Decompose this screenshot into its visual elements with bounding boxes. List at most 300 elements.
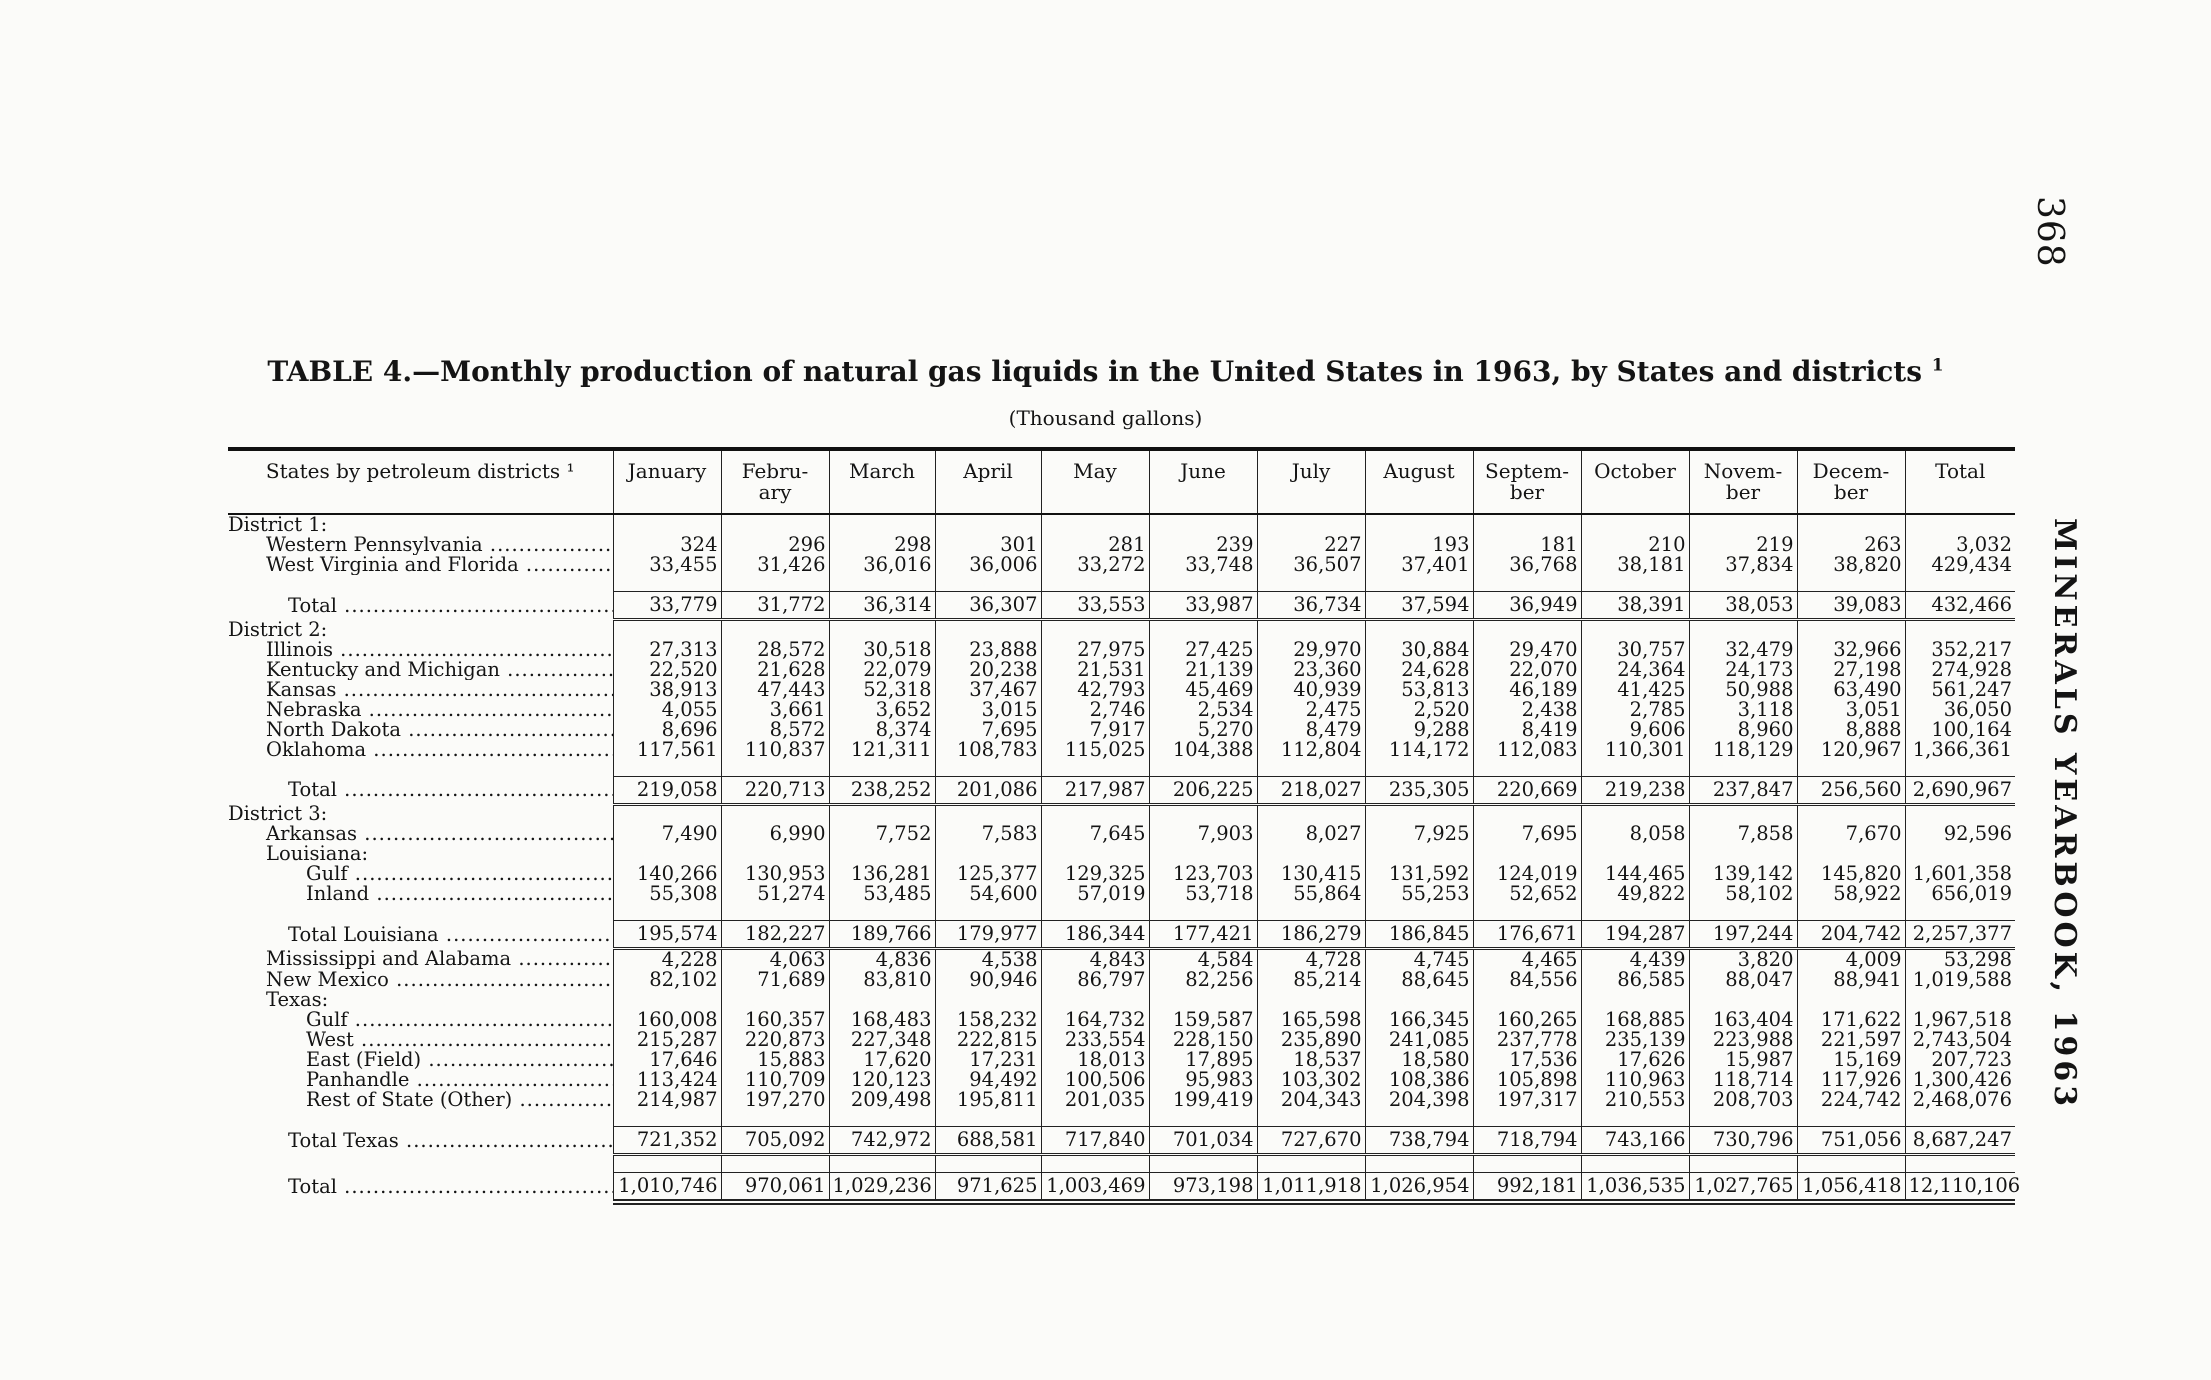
value-cell: 4,055 <box>613 700 721 720</box>
value-cell: 9,606 <box>1581 720 1689 740</box>
value-cell: 108,783 <box>935 740 1041 760</box>
value-cell: 186,344 <box>1041 921 1149 949</box>
value-cell: 4,465 <box>1473 949 1581 971</box>
table-row <box>228 1090 2015 1110</box>
value-cell: 24,364 <box>1581 660 1689 680</box>
spacer-cell <box>1257 1155 1365 1173</box>
value-cell <box>1149 990 1257 1010</box>
value-cell <box>1041 844 1149 864</box>
value-cell: 235,890 <box>1257 1030 1365 1050</box>
value-cell: 120,123 <box>829 1070 935 1090</box>
value-cell <box>1041 620 1149 640</box>
value-cell: 197,244 <box>1689 921 1797 949</box>
value-cell: 124,019 <box>1473 864 1581 884</box>
value-cell: 718,794 <box>1473 1127 1581 1155</box>
value-cell <box>1473 620 1581 640</box>
row-label <box>228 680 613 700</box>
spacer-cell <box>1905 1155 2015 1173</box>
value-cell: 51,274 <box>721 884 829 904</box>
value-cell: 201,035 <box>1041 1090 1149 1110</box>
value-cell: 30,884 <box>1365 640 1473 660</box>
spacer-cell <box>935 1155 1041 1173</box>
value-cell <box>721 620 829 640</box>
value-cell: 2,785 <box>1581 700 1689 720</box>
value-cell: 23,888 <box>935 640 1041 660</box>
value-cell: 86,585 <box>1581 970 1689 990</box>
spacer-cell <box>1257 1110 1365 1127</box>
spacer-cell <box>1689 904 1797 921</box>
value-cell: 130,415 <box>1257 864 1365 884</box>
value-cell: 136,281 <box>829 864 935 884</box>
value-cell: 100,164 <box>1905 720 2015 740</box>
value-cell: 7,752 <box>829 824 935 844</box>
value-cell: 235,139 <box>1581 1030 1689 1050</box>
spacer-cell <box>935 1110 1041 1127</box>
value-cell: 33,748 <box>1149 555 1257 575</box>
value-cell: 104,388 <box>1149 740 1257 760</box>
value-cell: 743,166 <box>1581 1127 1689 1155</box>
value-cell: 38,820 <box>1797 555 1905 575</box>
table-row <box>228 720 2015 740</box>
value-cell: 32,966 <box>1797 640 1905 660</box>
value-cell: 209,498 <box>829 1090 935 1110</box>
value-cell: 1,056,418 <box>1797 1173 1905 1203</box>
value-cell: 219,058 <box>613 776 721 804</box>
value-cell: 224,742 <box>1797 1090 1905 1110</box>
table-row <box>228 1010 2015 1030</box>
table-row <box>228 700 2015 720</box>
table-row <box>228 1050 2015 1070</box>
value-cell: 970,061 <box>721 1173 829 1203</box>
value-cell: 220,713 <box>721 776 829 804</box>
value-cell: 2,743,504 <box>1905 1030 2015 1050</box>
value-cell <box>1797 620 1905 640</box>
value-cell: 8,419 <box>1473 720 1581 740</box>
spacer-cell <box>1905 904 2015 921</box>
value-cell: 113,424 <box>613 1070 721 1090</box>
value-cell <box>1689 844 1797 864</box>
value-cell: 94,492 <box>935 1070 1041 1090</box>
value-cell <box>1689 620 1797 640</box>
value-cell <box>829 514 935 535</box>
spacer-cell <box>613 904 721 921</box>
value-cell: 24,628 <box>1365 660 1473 680</box>
value-cell: 8,888 <box>1797 720 1905 740</box>
value-cell: 992,181 <box>1473 1173 1581 1203</box>
value-cell: 115,025 <box>1041 740 1149 760</box>
value-cell: 82,102 <box>613 970 721 990</box>
value-cell: 1,019,588 <box>1905 970 2015 990</box>
value-cell <box>1473 804 1581 824</box>
value-cell: 160,008 <box>613 1010 721 1030</box>
spacer-cell <box>1797 760 1905 777</box>
value-cell: 36,507 <box>1257 555 1365 575</box>
value-cell: 220,669 <box>1473 776 1581 804</box>
row-label <box>228 592 613 620</box>
column-header: Septem- ber <box>1473 449 1581 514</box>
value-cell: 217,987 <box>1041 776 1149 804</box>
column-header: June <box>1149 449 1257 514</box>
value-cell: 7,583 <box>935 824 1041 844</box>
value-cell <box>1149 514 1257 535</box>
value-cell <box>613 804 721 824</box>
row-label <box>228 1173 613 1203</box>
value-cell: 971,625 <box>935 1173 1041 1203</box>
value-cell: 3,820 <box>1689 949 1797 971</box>
spacer-row <box>228 1110 2015 1127</box>
value-cell: 352,217 <box>1905 640 2015 660</box>
spacer-cell <box>613 1155 721 1173</box>
value-cell <box>1041 804 1149 824</box>
value-cell: 92,596 <box>1905 824 2015 844</box>
table-row <box>228 1070 2015 1090</box>
value-cell: 2,468,076 <box>1905 1090 2015 1110</box>
value-cell: 17,620 <box>829 1050 935 1070</box>
value-cell: 88,941 <box>1797 970 1905 990</box>
value-cell: 33,779 <box>613 592 721 620</box>
value-cell: 112,083 <box>1473 740 1581 760</box>
value-cell: 7,925 <box>1365 824 1473 844</box>
value-cell: 27,975 <box>1041 640 1149 660</box>
row-label-text: Inland ..... <box>306 884 613 904</box>
row-label <box>228 700 613 720</box>
value-cell: 218,027 <box>1257 776 1365 804</box>
value-cell: 3,051 <box>1797 700 1905 720</box>
value-cell: 4,009 <box>1797 949 1905 971</box>
row-label-text: Mississippi and Alabama ..... <box>266 949 613 971</box>
spacer-cell <box>228 575 613 592</box>
value-cell <box>829 620 935 640</box>
spacer-cell <box>1365 904 1473 921</box>
value-cell: 46,189 <box>1473 680 1581 700</box>
value-cell: 38,913 <box>613 680 721 700</box>
row-label <box>228 824 613 844</box>
spacer-row <box>228 1155 2015 1173</box>
value-cell: 30,518 <box>829 640 935 660</box>
value-cell: 7,645 <box>1041 824 1149 844</box>
value-cell: 17,895 <box>1149 1050 1257 1070</box>
value-cell: 15,883 <box>721 1050 829 1070</box>
spacer-cell <box>1041 1110 1149 1127</box>
value-cell: 140,266 <box>613 864 721 884</box>
value-cell <box>1689 804 1797 824</box>
value-cell: 58,102 <box>1689 884 1797 904</box>
spacer-cell <box>1041 575 1149 592</box>
value-cell: 4,439 <box>1581 949 1689 971</box>
value-cell: 112,804 <box>1257 740 1365 760</box>
total-row <box>228 1173 2015 1203</box>
value-cell: 33,455 <box>613 555 721 575</box>
value-cell: 2,438 <box>1473 700 1581 720</box>
value-cell: 49,822 <box>1581 884 1689 904</box>
value-cell: 22,079 <box>829 660 935 680</box>
value-cell: 53,718 <box>1149 884 1257 904</box>
value-cell <box>1257 990 1365 1010</box>
value-cell: 37,401 <box>1365 555 1473 575</box>
value-cell: 82,256 <box>1149 970 1257 990</box>
value-cell: 432,466 <box>1905 592 2015 620</box>
value-cell <box>1365 804 1473 824</box>
value-cell: 8,696 <box>613 720 721 740</box>
row-label-text: District 1: <box>228 514 328 535</box>
row-label-text: Gulf ..... <box>306 864 613 884</box>
table-row <box>228 740 2015 760</box>
spacer-cell <box>1581 1155 1689 1173</box>
value-cell: 238,252 <box>829 776 935 804</box>
table-units: (Thousand gallons) <box>1008 406 1203 430</box>
value-cell: 197,270 <box>721 1090 829 1110</box>
value-cell: 33,272 <box>1041 555 1149 575</box>
table-row <box>228 864 2015 884</box>
value-cell: 1,027,765 <box>1689 1173 1797 1203</box>
value-cell: 206,225 <box>1149 776 1257 804</box>
row-label <box>228 740 613 760</box>
column-header: January <box>613 449 721 514</box>
value-cell: 88,645 <box>1365 970 1473 990</box>
value-cell: 207,723 <box>1905 1050 2015 1070</box>
value-cell: 30,757 <box>1581 640 1689 660</box>
row-label <box>228 1090 613 1110</box>
value-cell <box>829 844 935 864</box>
value-cell: 256,560 <box>1797 776 1905 804</box>
row-label-text: Kentucky and Michigan ..... <box>266 660 613 680</box>
spacer-cell <box>1797 575 1905 592</box>
spacer-cell <box>721 1110 829 1127</box>
table-row <box>228 824 2015 844</box>
value-cell: 58,922 <box>1797 884 1905 904</box>
table-title <box>0 355 2211 388</box>
table-row <box>228 1030 2015 1050</box>
value-cell: 194,287 <box>1581 921 1689 949</box>
spacer-row <box>228 904 2015 921</box>
spacer-cell <box>1689 760 1797 777</box>
spacer-cell <box>1473 1110 1581 1127</box>
row-label <box>228 720 613 740</box>
title-footnote: 1 <box>1931 355 1944 376</box>
spacer-cell <box>721 760 829 777</box>
value-cell: 4,843 <box>1041 949 1149 971</box>
spacer-cell <box>1149 904 1257 921</box>
value-cell <box>935 844 1041 864</box>
row-label-text: West Virginia and Florida ..... <box>266 555 613 575</box>
value-cell: 233,554 <box>1041 1030 1149 1050</box>
value-cell: 55,864 <box>1257 884 1365 904</box>
spacer-cell <box>228 1155 613 1173</box>
spacer-cell <box>1581 904 1689 921</box>
value-cell <box>1905 514 2015 535</box>
spacer-cell <box>1149 760 1257 777</box>
row-label-text: West ..... <box>306 1030 613 1050</box>
value-cell: 163,404 <box>1689 1010 1797 1030</box>
row-label-text: East (Field) ..... <box>306 1050 613 1070</box>
value-cell: 36,050 <box>1905 700 2015 720</box>
value-cell <box>1473 514 1581 535</box>
value-cell: 84,556 <box>1473 970 1581 990</box>
spacer-cell <box>1797 904 1905 921</box>
spacer-cell <box>613 1110 721 1127</box>
value-cell: 751,056 <box>1797 1127 1905 1155</box>
value-cell: 158,232 <box>935 1010 1041 1030</box>
value-cell: 21,531 <box>1041 660 1149 680</box>
value-cell: 36,949 <box>1473 592 1581 620</box>
value-cell: 2,257,377 <box>1905 921 2015 949</box>
value-cell: 221,597 <box>1797 1030 1905 1050</box>
value-cell: 71,689 <box>721 970 829 990</box>
value-cell <box>721 990 829 1010</box>
value-cell: 17,646 <box>613 1050 721 1070</box>
value-cell: 721,352 <box>613 1127 721 1155</box>
spacer-cell <box>1689 575 1797 592</box>
spacer-cell <box>228 760 613 777</box>
value-cell: 189,766 <box>829 921 935 949</box>
table-row <box>228 620 2015 640</box>
value-cell: 17,626 <box>1581 1050 1689 1070</box>
value-cell: 2,520 <box>1365 700 1473 720</box>
value-cell: 117,926 <box>1797 1070 1905 1090</box>
row-label <box>228 1050 613 1070</box>
value-cell: 37,467 <box>935 680 1041 700</box>
spacer-cell <box>935 904 1041 921</box>
spacer-cell <box>721 1155 829 1173</box>
spacer-cell <box>1581 575 1689 592</box>
row-label <box>228 970 613 990</box>
spacer-cell <box>1797 1110 1905 1127</box>
running-head: MINERALS YEARBOOK, 1963 <box>2047 518 2082 1111</box>
value-cell <box>1689 514 1797 535</box>
value-cell: 5,270 <box>1149 720 1257 740</box>
value-cell <box>1149 804 1257 824</box>
value-cell: 6,990 <box>721 824 829 844</box>
spacer-cell <box>1257 904 1365 921</box>
row-label-text: New Mexico ..... <box>266 970 613 990</box>
value-cell: 8,058 <box>1581 824 1689 844</box>
value-cell: 159,587 <box>1149 1010 1257 1030</box>
row-label-text: Western Pennsylvania ..... <box>266 535 613 555</box>
value-cell: 88,047 <box>1689 970 1797 990</box>
value-cell: 168,483 <box>829 1010 935 1030</box>
row-label <box>228 1127 613 1155</box>
value-cell: 12,110,106 <box>1905 1173 2015 1203</box>
value-cell <box>613 620 721 640</box>
value-cell: 688,581 <box>935 1127 1041 1155</box>
value-cell <box>1149 844 1257 864</box>
value-cell: 727,670 <box>1257 1127 1365 1155</box>
value-cell: 38,181 <box>1581 555 1689 575</box>
row-label-text: Arkansas ..... <box>266 824 613 844</box>
column-header: Total <box>1905 449 2015 514</box>
value-cell: 701,034 <box>1149 1127 1257 1155</box>
value-cell: 186,279 <box>1257 921 1365 949</box>
row-label <box>228 1030 613 1050</box>
value-cell <box>1905 620 2015 640</box>
value-cell: 110,301 <box>1581 740 1689 760</box>
value-cell: 108,386 <box>1365 1070 1473 1090</box>
column-header: July <box>1257 449 1365 514</box>
value-cell: 164,732 <box>1041 1010 1149 1030</box>
row-label-text: Louisiana: <box>266 844 369 864</box>
spacer-row <box>228 760 2015 777</box>
value-cell: 86,797 <box>1041 970 1149 990</box>
value-cell: 4,228 <box>613 949 721 971</box>
spacer-row <box>228 575 2015 592</box>
value-cell: 730,796 <box>1689 1127 1797 1155</box>
value-cell: 705,092 <box>721 1127 829 1155</box>
value-cell: 37,594 <box>1365 592 1473 620</box>
spacer-cell <box>1149 1155 1257 1173</box>
value-cell: 42,793 <box>1041 680 1149 700</box>
value-cell: 17,231 <box>935 1050 1041 1070</box>
value-cell: 18,580 <box>1365 1050 1473 1070</box>
value-cell: 22,520 <box>613 660 721 680</box>
spacer-cell <box>1473 760 1581 777</box>
value-cell <box>1257 514 1365 535</box>
value-cell: 166,345 <box>1365 1010 1473 1030</box>
value-cell: 204,398 <box>1365 1090 1473 1110</box>
value-cell: 20,238 <box>935 660 1041 680</box>
value-cell: 18,537 <box>1257 1050 1365 1070</box>
value-cell <box>1581 620 1689 640</box>
row-label <box>228 864 613 884</box>
value-cell: 7,858 <box>1689 824 1797 844</box>
value-cell <box>1905 804 2015 824</box>
value-cell <box>1365 990 1473 1010</box>
column-header: States by petroleum districts ¹ <box>228 449 613 514</box>
value-cell: 131,592 <box>1365 864 1473 884</box>
value-cell: 21,139 <box>1149 660 1257 680</box>
value-cell: 298 <box>829 535 935 555</box>
table-row <box>228 660 2015 680</box>
value-cell: 31,772 <box>721 592 829 620</box>
value-cell <box>1797 514 1905 535</box>
value-cell <box>1473 990 1581 1010</box>
value-cell: 105,898 <box>1473 1070 1581 1090</box>
spacer-cell <box>721 904 829 921</box>
table-title-text: TABLE 4.—Monthly production of natural gas liquids in the United States in 1963, by States and districts <box>267 355 1922 388</box>
value-cell: 90,946 <box>935 970 1041 990</box>
table-row <box>228 804 2015 824</box>
value-cell: 117,561 <box>613 740 721 760</box>
value-cell: 36,016 <box>829 555 935 575</box>
value-cell: 23,360 <box>1257 660 1365 680</box>
value-cell: 2,746 <box>1041 700 1149 720</box>
table-row <box>228 970 2015 990</box>
value-cell: 7,490 <box>613 824 721 844</box>
value-cell: 85,214 <box>1257 970 1365 990</box>
value-cell: 7,917 <box>1041 720 1149 740</box>
value-cell: 973,198 <box>1149 1173 1257 1203</box>
value-cell: 179,977 <box>935 921 1041 949</box>
value-cell: 123,703 <box>1149 864 1257 884</box>
value-cell: 3,661 <box>721 700 829 720</box>
spacer-cell <box>1041 760 1149 777</box>
value-cell: 1,601,358 <box>1905 864 2015 884</box>
value-cell: 39,083 <box>1797 592 1905 620</box>
value-cell: 95,983 <box>1149 1070 1257 1090</box>
spacer-cell <box>829 575 935 592</box>
value-cell: 110,963 <box>1581 1070 1689 1090</box>
page-number: 368 <box>2029 196 2070 268</box>
spacer-cell <box>1905 1110 2015 1127</box>
value-cell: 168,885 <box>1581 1010 1689 1030</box>
value-cell: 8,572 <box>721 720 829 740</box>
value-cell: 215,287 <box>613 1030 721 1050</box>
row-label-text: Oklahoma ..... <box>266 740 613 760</box>
row-label-text: Gulf ..... <box>306 1010 613 1030</box>
value-cell <box>1581 990 1689 1010</box>
value-cell: 50,988 <box>1689 680 1797 700</box>
value-cell <box>721 514 829 535</box>
row-label <box>228 921 613 949</box>
